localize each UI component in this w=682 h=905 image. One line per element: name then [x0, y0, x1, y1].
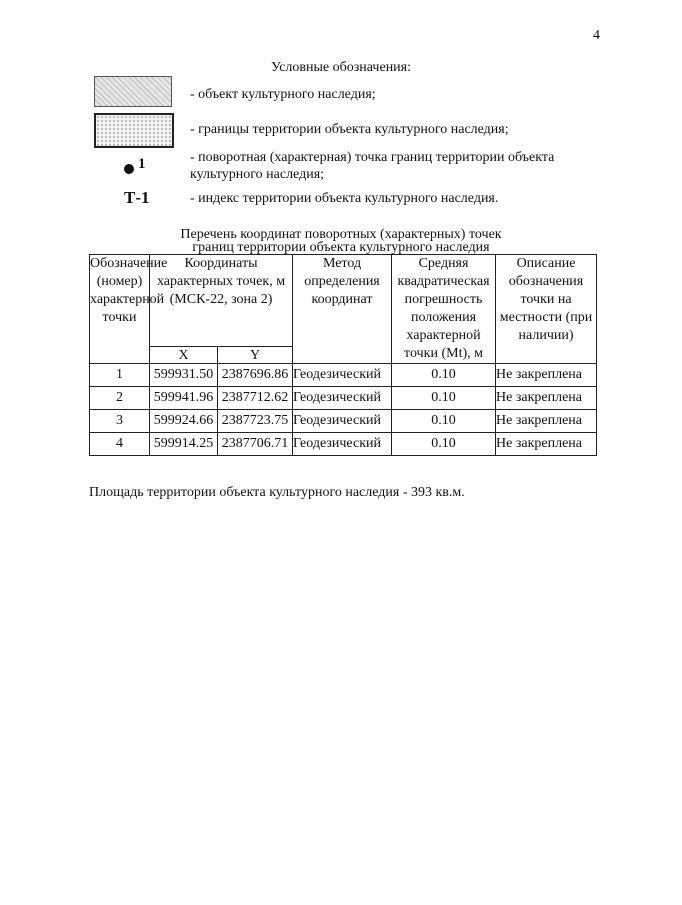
table-caption-line1: Перечень координат поворотных (характерных) точек [180, 227, 502, 242]
header-method: Метод определения координат [293, 255, 392, 364]
point-dot-icon [124, 164, 134, 174]
legend-index-text: - индекс территории объекта культурного наследия. [190, 191, 499, 206]
cell-point: 3 [90, 410, 150, 433]
table-row [90, 433, 597, 456]
cell-method: Геодезический [293, 387, 392, 410]
cell-point: 4 [90, 433, 150, 456]
header-x: X [150, 347, 218, 364]
table-row [90, 410, 597, 433]
coordinates-table [89, 254, 597, 456]
cell-x: 599924.66 [150, 410, 218, 433]
cell-y: 2387723.75 [218, 410, 293, 433]
cell-method: Геодезический [293, 433, 392, 456]
table-caption [0, 228, 682, 254]
header-y: Y [218, 347, 293, 364]
cell-error: 0.10 [392, 387, 496, 410]
table-row [90, 387, 597, 410]
legend-point-symbol [124, 156, 154, 180]
page-number: 4 [593, 28, 600, 43]
table-row [90, 364, 597, 387]
legend-heritage-swatch [94, 76, 172, 107]
cell-y: 2387712.62 [218, 387, 293, 410]
header-coordinates: Координаты характерных точек, м (МСК-22, зона 2) [150, 255, 293, 347]
header-description: Описание обозначения точки на местности (при наличии) [496, 255, 597, 364]
cell-description: Не закреплена [496, 364, 597, 387]
cell-description: Не закреплена [496, 410, 597, 433]
cell-y: 2387696.86 [218, 364, 293, 387]
cell-x: 599914.25 [150, 433, 218, 456]
cell-description: Не закреплена [496, 387, 597, 410]
cell-method: Геодезический [293, 364, 392, 387]
cell-description: Не закреплена [496, 433, 597, 456]
cell-error: 0.10 [392, 410, 496, 433]
cell-y: 2387706.71 [218, 433, 293, 456]
area-text: Площадь территории объекта культурного наследия - 393 кв.м. [89, 485, 465, 500]
header-designation: Обозначение (номер) характерной точки [90, 255, 150, 364]
cell-error: 0.10 [392, 433, 496, 456]
legend-title: Условные обозначения: [270, 60, 412, 75]
cell-error: 0.10 [392, 364, 496, 387]
cell-point: 2 [90, 387, 150, 410]
legend-heritage-text: - объект культурного наследия; [190, 87, 376, 102]
legend-territory-text: - границы территории объекта культурного наследия; [190, 122, 509, 137]
cell-x: 599941.96 [150, 387, 218, 410]
cell-x: 599931.50 [150, 364, 218, 387]
table-caption-line2: границ территории объекта культурного наследия [192, 240, 490, 255]
header-error: Средняя квадратическая погрешность положения характерной точки (Mt), м [392, 255, 496, 364]
legend-index-symbol: Т-1 [124, 188, 150, 207]
point-symbol-label: 1 [138, 156, 146, 172]
cell-point: 1 [90, 364, 150, 387]
legend-territory-swatch [94, 113, 174, 148]
cell-method: Геодезический [293, 410, 392, 433]
legend-point-text: - поворотная (характерная) точка границ территории объекта культурного наследия; [190, 150, 555, 182]
